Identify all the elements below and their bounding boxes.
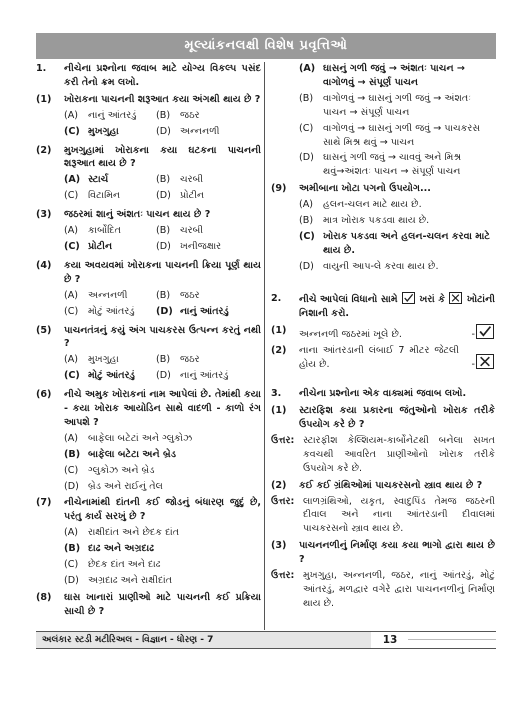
option-text: વિટામિન	[88, 190, 121, 202]
option-text: જઠર	[180, 289, 200, 301]
answer-text: સ્ટારફીશ કેલ્શિયમ-કાર્બોનેટથી બનેલા સખત કવચથી આવરિત પ્રાણીઓનો ખોરાક તરીકે ઉપયોગ કરે છે.	[303, 434, 495, 474]
option-label: (D)	[64, 575, 79, 586]
option	[299, 214, 495, 228]
question-number: (6)	[36, 389, 52, 401]
check-mark-icon	[476, 324, 494, 339]
option-label: (A)	[64, 174, 81, 186]
option-text: ચરબી	[180, 225, 204, 237]
question-text: કયા અવયવમાં ખોરાકના પાચનની ક્રિયા પૂર્ણ થાય છે ?	[64, 259, 261, 285]
option-text: વાગોળવું → ઘાસનું ગળી જવું → અંશતઃ પાચન → સંપૂર્ણ પાચન	[323, 92, 472, 118]
statement-text: અન્નનળી જઠરમાં ખૂલે છે.	[299, 328, 402, 340]
option	[64, 558, 261, 572]
question-options	[36, 173, 261, 205]
section1-instruction: નીચેના પ્રશ્નોના જવાબ માટે યોગ્ય વિકલ્પ પસંદ કરી તેનો ક્રમ લખો.	[64, 63, 261, 88]
option-text: મુખગુહા	[88, 125, 119, 137]
answer	[271, 495, 495, 537]
option	[156, 224, 261, 238]
option-label: (C)	[64, 559, 79, 571]
option-label: (B)	[156, 174, 171, 186]
question-number: (8)	[36, 591, 52, 603]
option-label: (A)	[299, 199, 314, 211]
option-text: બ્રેડ અને રાઈનું તેલ	[88, 480, 163, 492]
section2-instruction-b: ખરાં કે	[419, 293, 445, 305]
page-number: 13	[382, 634, 398, 646]
statement-text: નાના આંતરડાની લંબાઈ 7 મીટર જેટલી હોય છે.	[299, 345, 459, 371]
option-label: (C)	[299, 122, 314, 134]
option	[64, 189, 156, 203]
option-text: જઠર	[180, 354, 200, 366]
option-text: પ્રોટીન	[88, 240, 113, 252]
question-5	[36, 324, 261, 352]
option-label: (C)	[64, 305, 79, 317]
question-options	[36, 432, 261, 494]
question-options	[36, 526, 261, 588]
option-text: સ્ટાર્ચ	[88, 174, 109, 186]
option-label: (A)	[64, 109, 79, 121]
option-text: અગ્રદાઢ અને રાક્ષીદાંત	[88, 575, 173, 586]
option-text: કાર્બોદિત	[88, 225, 122, 237]
option-label: (A)	[299, 63, 316, 74]
question-text: નીચેનામાંથી દાંતની કઈ જોડનું બંધારણ જુદું છે, પરંતુ કાર્ય સરખું છે ?	[64, 497, 261, 523]
option	[64, 542, 261, 556]
option-label: (D)	[156, 240, 171, 252]
option	[156, 125, 261, 139]
option	[64, 240, 156, 254]
option-text: વાયુની આપ-લે કરવા થાય છે.	[323, 260, 439, 272]
answer-label: ઉત્તર:	[271, 434, 295, 446]
question-number: (4)	[36, 259, 52, 271]
option-label: (D)	[64, 480, 79, 492]
question-options	[36, 109, 261, 141]
option-label: (B)	[64, 448, 81, 460]
option-text: મુખગુહા	[88, 354, 119, 366]
option-text: અન્નનળી	[180, 125, 220, 137]
mark-holder: -	[472, 354, 495, 372]
question-2	[36, 144, 261, 172]
option	[299, 92, 495, 120]
option-text: વાગોળવું → ઘાસનું ગળી જવું → પાચકરસ સાથે મિશ્ર થવું → પાચન	[323, 122, 481, 148]
question-number: (2)	[36, 144, 52, 156]
option-label: (C)	[299, 230, 315, 242]
answer-text: મુખગુહા, અન્નનળી, જઠર, નાનું આંતરડું, મોટું આંતરડું, મળદ્વાર વગેરે દ્વારા પાચનનળીનું નિર્માણ થાય છે.	[303, 570, 495, 609]
option	[156, 173, 261, 187]
question-text: ખોરાકના પાચનની શરૂઆત કયા અંગથી થાય છે ?	[64, 93, 261, 105]
q9-options	[271, 198, 495, 274]
section1-heading: 1. નીચેના પ્રશ્નોના જવાબ માટે યોગ્ય વિકલ્પ પસંદ કરી તેનો ક્રમ લખો.	[36, 63, 261, 88]
option	[64, 173, 156, 187]
option-label: (C)	[64, 125, 80, 137]
question-list	[36, 93, 261, 619]
option-label: (A)	[64, 354, 79, 366]
option-text: ઘાસનું ગળી જવું → ચાવવું અને મિશ્ર થવું→અંશતઃ પાચન → સંપૂર્ણ પાચન	[323, 152, 462, 178]
question-text: મુખગુહામાં ખોરાકના કયા ઘટકના પાચનની શરૂઆત થાય છે ?	[64, 144, 261, 170]
option-text: ગ્લુકોઝ અને બ્રેડ	[88, 464, 155, 476]
option-text: છેદક દાંત અને દાઢ	[88, 559, 161, 571]
option-label: (D)	[156, 370, 171, 382]
section3-instruction: નીચેના પ્રશ્નોના એક વાક્યમાં જવાબ લખો.	[299, 388, 467, 400]
statement-body	[299, 324, 495, 342]
option-label: (D)	[156, 305, 173, 317]
option	[64, 432, 261, 446]
option-label: (C)	[64, 190, 79, 202]
footer-rule	[408, 639, 496, 640]
section2-items	[271, 324, 495, 373]
short-question-3	[271, 539, 495, 567]
option-label: (A)	[64, 527, 79, 539]
question-options	[36, 353, 261, 385]
option-label: (D)	[299, 260, 314, 272]
question-text: સ્ટારફિશ કયા પ્રકારના જંતુઓનો ખોરાક તરીકે ઉપયોગ કરે છે ?	[299, 405, 495, 431]
question-text: ઘાસ ખાનારાં પ્રાણીઓ માટે પાચનની કઈ પ્રક્રિયા સાચી છે ?	[64, 591, 261, 617]
option	[64, 574, 261, 588]
option	[156, 109, 261, 123]
option	[156, 289, 261, 303]
option	[64, 224, 156, 238]
option-label: (A)	[64, 432, 79, 444]
section2-heading: 2. નીચે આપેલાં વિધાનો સામે ખરાં કે ખોટાંની નિશાની કરો.	[271, 292, 495, 319]
answer	[271, 434, 495, 476]
option-label: (B)	[156, 354, 171, 366]
question-options	[36, 289, 261, 321]
question-number: (2)	[271, 479, 287, 491]
question-3	[36, 208, 261, 222]
option	[156, 189, 261, 203]
answer	[271, 569, 495, 611]
short-question-2	[271, 479, 495, 493]
option-label: (B)	[299, 215, 314, 227]
option	[64, 109, 156, 123]
question-number: (3)	[36, 209, 52, 221]
option-text: રાક્ષીદાંત અને છેદક દાંત	[88, 527, 180, 539]
statement-number: (2)	[271, 345, 287, 357]
option	[64, 480, 261, 494]
option	[64, 448, 261, 462]
option	[64, 305, 156, 319]
page-footer	[36, 631, 496, 649]
left-column	[36, 62, 261, 619]
option	[299, 62, 495, 90]
statement-row	[271, 344, 495, 372]
mark-holder: -	[472, 324, 495, 342]
cross-box-icon	[449, 292, 462, 304]
option-text: પ્રોટીન	[180, 190, 205, 202]
option-label: (D)	[299, 152, 314, 164]
option-label: (B)	[64, 543, 81, 555]
option	[64, 526, 261, 540]
option-label: (A)	[64, 225, 79, 237]
option-label: (C)	[64, 370, 80, 382]
option-label: (B)	[299, 92, 314, 104]
option	[156, 240, 261, 254]
option-text: માત્ર ખોરાક પકડવા થાય છે.	[323, 215, 430, 227]
option-label: (B)	[156, 289, 171, 301]
option-text: મોટું આંતરડું	[88, 305, 135, 317]
option	[299, 122, 495, 150]
column-divider	[264, 62, 265, 630]
option-text: ખનીજક્ષાર	[180, 240, 222, 252]
cross-mark-icon	[476, 354, 494, 369]
option-text: નાનું આંતરડું	[180, 370, 229, 382]
option-label: (B)	[156, 225, 171, 237]
option	[64, 464, 261, 478]
option	[64, 125, 156, 139]
question-6	[36, 388, 261, 430]
answer-label: ઉત્તર:	[271, 495, 295, 507]
question-4	[36, 259, 261, 287]
option-label: (C)	[64, 240, 80, 252]
option	[299, 230, 495, 258]
right-column	[271, 62, 495, 611]
option	[64, 289, 156, 303]
question-number: (1)	[36, 93, 52, 105]
statement-row	[271, 324, 495, 342]
question-number: (1)	[271, 405, 287, 417]
option-label: (B)	[156, 109, 171, 121]
question-number: (7)	[36, 497, 52, 509]
option-text: જઠર	[180, 109, 200, 121]
question-options	[36, 224, 261, 256]
check-box-icon	[402, 292, 415, 304]
option-text: મોટું આંતરડું	[88, 370, 135, 382]
option	[156, 369, 261, 383]
option-text: ચરબી	[180, 174, 204, 186]
option-text: ખોરાક પકડવા અને હલન-ચલન કરવા માટે થાય છે.	[323, 230, 490, 256]
short-question-1	[271, 404, 495, 432]
section2-instruction-a: નીચે આપેલાં વિધાનો સામે	[299, 293, 398, 305]
q8-options	[271, 62, 495, 179]
option	[299, 151, 495, 179]
statement-number: (1)	[271, 324, 287, 336]
answer-label: ઉત્તર:	[271, 570, 295, 582]
question-text: જઠરમાં શાનું અંશતઃ પાચન થાય છે ?	[64, 209, 211, 221]
question-7	[36, 496, 261, 524]
section-header: મૂલ્યાંકનલક્ષી વિશેષ પ્રવૃત્તિઓ	[36, 33, 496, 59]
option	[156, 353, 261, 367]
option-label: (C)	[64, 464, 79, 476]
question-number: (5)	[36, 324, 52, 336]
option-label: (A)	[64, 289, 79, 301]
option-text: નાનું આંતરડું	[88, 109, 137, 121]
question-1	[36, 93, 261, 107]
question-8	[36, 591, 261, 619]
question-number: (3)	[271, 540, 287, 552]
option	[64, 353, 156, 367]
footer-title: અલંકાર સ્ટડી મટીરિઅલ - વિજ્ઞાન - ધોરણ - 7	[36, 632, 371, 648]
section2-instruction-c: ખોટાંની નિશાની કરો.	[299, 293, 495, 319]
answer-text: લાળગ્રંથિઓ, યકૃત, સ્વાદુપિંડ તેમજ જઠરની દીવાલ અને નાના આંતરડાની દીવાલમાં પાચકરસનો સ્ત્રાવ થાય છે.	[303, 495, 495, 535]
option	[299, 198, 495, 212]
option-text: બાફેલા બટેટાં અને ગ્લુકોઝ	[88, 432, 193, 444]
option-label: (D)	[156, 190, 171, 202]
question-text: પાચનતંત્રનું કયું અંગ પાચકરસ ઉત્પન્ન કરતું નથી ?	[64, 324, 261, 350]
section3-items	[271, 404, 495, 611]
statement-body	[299, 344, 495, 372]
option	[64, 369, 156, 383]
option-text: અન્નનળી	[88, 289, 128, 301]
option-text: હલન-ચલન માટે થાય છે.	[323, 199, 422, 211]
option	[156, 305, 261, 319]
option-label: (D)	[156, 125, 171, 137]
question-9: (9) અમીબાના ખોટા પગનો ઉપયોગ...	[271, 183, 431, 195]
question-text: પાચનનળીનું નિર્માણ કયા કયા ભાગો દ્વારા થાય છે ?	[299, 540, 495, 566]
option-text: ઘાસનું ગળી જવું → અંશતઃ પાચન → વાગોળવું → સંપૂર્ણ પાચન	[323, 63, 465, 88]
section3-heading: 3. નીચેના પ્રશ્નોના એક વાક્યમાં જવાબ લખો.	[271, 387, 495, 401]
question-text: કઈ કઈ ગ્રંથિઓમાં પાચકરસનો સ્ત્રાવ થાય છે ?	[299, 479, 483, 491]
option	[299, 260, 495, 274]
option-text: બાફેલા બટેટા અને બ્રેડ	[88, 448, 176, 460]
option-text: દાઢ અને અગ્રદાઢ	[88, 543, 155, 555]
question-text: નીચે અમુક ખોરાકનાં નામ આપેલાં છે. તેમાંથી કયા - કયા ખોરાક આયોડિન સાથે વાદળી - કાળો રંગ આપશે ?	[64, 389, 261, 428]
option-text: નાનું આંતરડું	[180, 305, 229, 317]
